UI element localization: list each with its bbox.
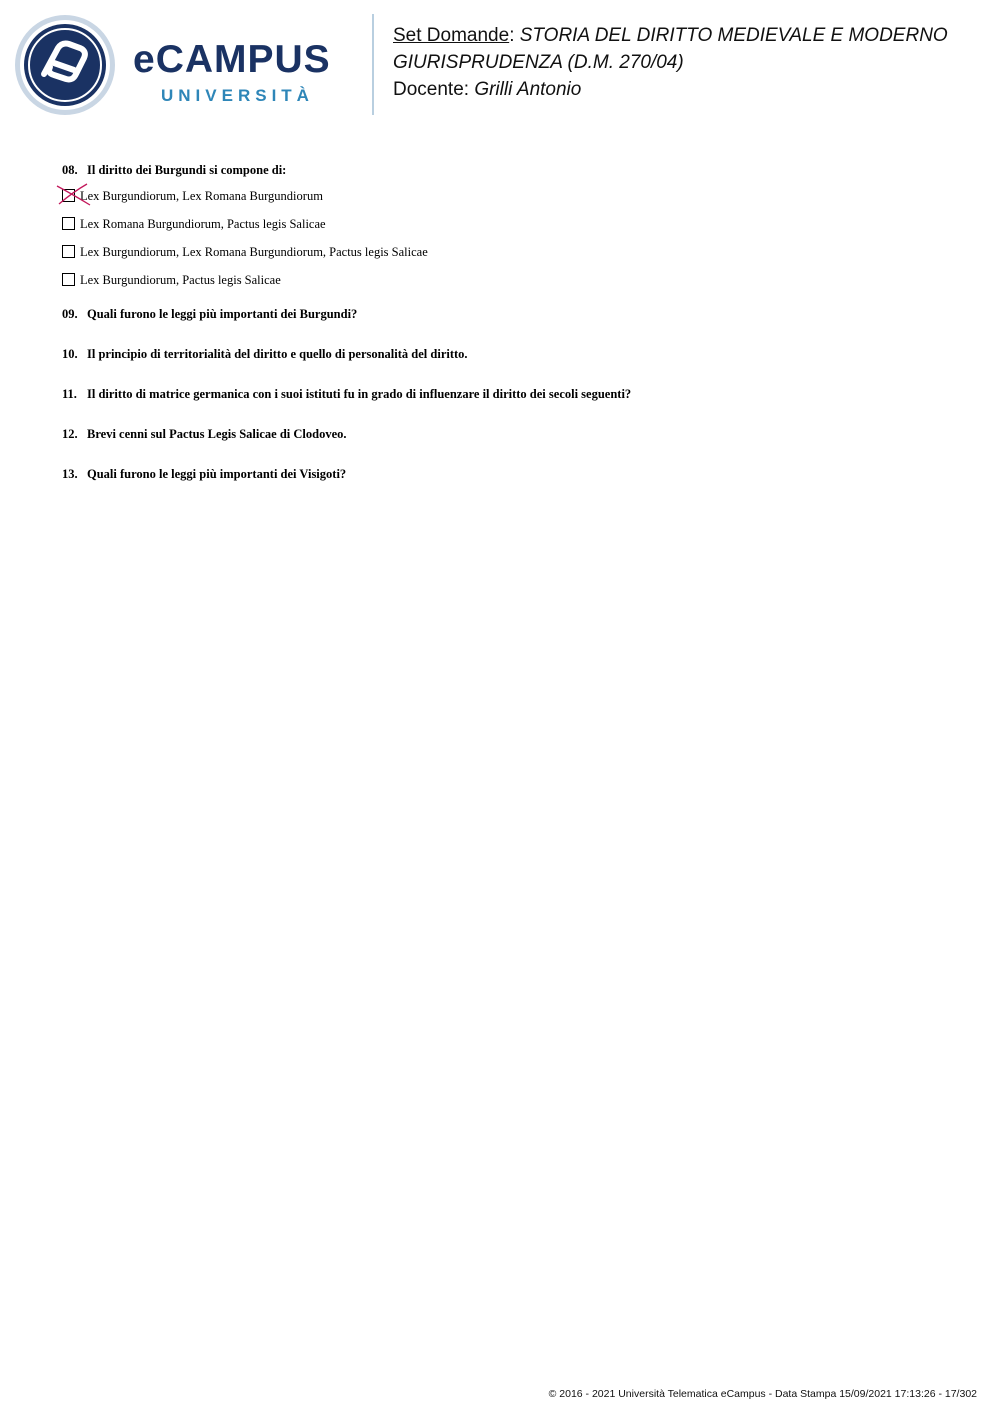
question-12: [62, 425, 962, 443]
brand-subtitle: UNIVERSITÀ: [161, 86, 314, 105]
course-title-line: [393, 22, 948, 49]
course-title: STORIA DEL DIRITTO MEDIEVALE E MODERNO: [519, 25, 948, 46]
degree-line: GIURISPRUDENZA (D.M. 270/04): [393, 52, 684, 73]
brand-name: eCAMPUS: [133, 38, 331, 81]
answer-checkbox[interactable]: [62, 273, 75, 286]
set-separator: :: [509, 25, 515, 46]
answer-option-1: [62, 187, 962, 215]
answer-text: Lex Burgundiorum, Pactus legis Salicae: [80, 273, 281, 287]
question-11: [62, 385, 962, 403]
answer-checkbox[interactable]: [62, 245, 75, 258]
question-number: 09.: [62, 307, 78, 321]
set-label: Set Domande: [393, 25, 510, 46]
question-number: 11.: [62, 387, 77, 401]
teacher-name: Grilli Antonio: [474, 79, 582, 100]
brand-wordmark: [133, 40, 331, 105]
question-09: [62, 305, 962, 323]
answer-option-4: [62, 271, 962, 299]
answer-text: Lex Burgundiorum, Lex Romana Burgundiorum, Pactus legis Salicae: [80, 245, 428, 259]
question-number: 08.: [62, 163, 78, 177]
answer-checkbox[interactable]: [62, 217, 75, 230]
answer-text: Lex Romana Burgundiorum, Pactus legis Salicae: [80, 217, 326, 231]
cross-mark-icon: [56, 182, 92, 208]
question-10: [62, 345, 962, 363]
question-number: 13.: [62, 467, 78, 481]
question-list: [62, 161, 962, 483]
question-text: Il diritto dei Burgundi si compone di:: [87, 163, 287, 177]
question-number: 10.: [62, 347, 78, 361]
question-08: [62, 161, 962, 179]
answer-option-2: [62, 215, 962, 243]
question-number: 12.: [62, 427, 78, 441]
question-text: Il diritto di matrice germanica con i suoi istituti fu in grado di influenzare il diritto dei secoli seguenti?: [87, 387, 632, 401]
ecampus-logo-icon: [14, 14, 116, 116]
question-text: Brevi cenni sul Pactus Legis Salicae di Clodoveo.: [87, 427, 347, 441]
page-header: [0, 0, 1000, 130]
header-divider: [372, 14, 374, 115]
course-info: [393, 22, 948, 103]
question-text: Quali furono le leggi più importanti dei Burgundi?: [87, 307, 358, 321]
question-13: [62, 465, 962, 483]
teacher-line: [393, 76, 948, 103]
question-text: Quali furono le leggi più importanti dei Visigoti?: [87, 467, 347, 481]
answer-option-3: [62, 243, 962, 271]
page-footer: © 2016 - 2021 Università Telematica eCampus - Data Stampa 15/09/2021 17:13:26 - 17/302: [548, 1388, 977, 1400]
question-text: Il principio di territorialità del diritto e quello di personalità del diritto.: [87, 347, 468, 361]
answer-text: Lex Burgundiorum, Lex Romana Burgundiorum: [80, 189, 323, 203]
teacher-label: Docente:: [393, 79, 470, 100]
answer-options: [62, 187, 962, 299]
